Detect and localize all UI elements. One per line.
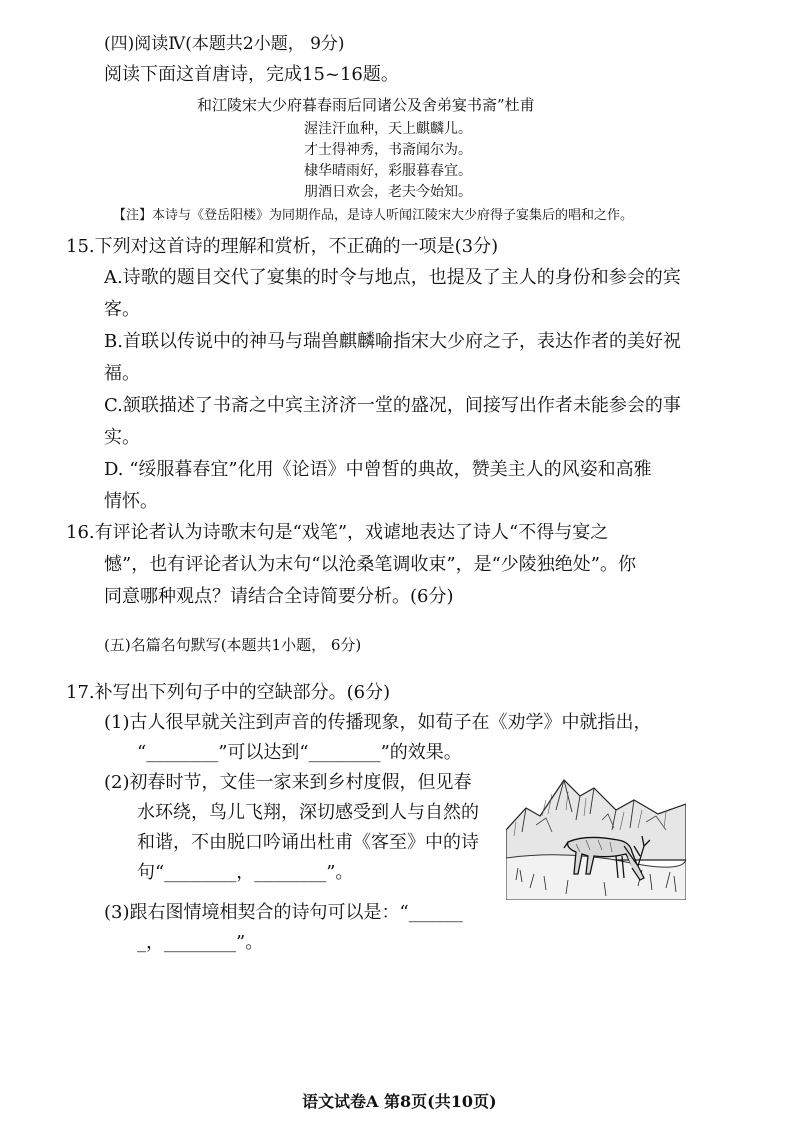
option-c-cont: 实。	[104, 427, 140, 448]
question-17-item-2-line: 水环绕，鸟儿飞翔，深切感受到人与自然的	[137, 802, 479, 823]
poem-title: 和江陵宋大少府暮春雨后同诸公及舍弟宴书斋”杜甫	[197, 96, 535, 114]
question-16-line: 16.有评论者认为诗歌末句是“戏笔”，戏谑地表达了诗人“不得与宴之	[66, 522, 609, 543]
poem-line: 棣华晴雨好，彩服暮春宜。	[304, 163, 472, 179]
option-b: B.首联以传说中的神马与瑞兽麒麟喻指宋大少府之子，表达作者的美好祝	[104, 331, 681, 352]
poem-line: 朋酒日欢会，老夫今始知。	[304, 184, 472, 200]
question-17-item-2-line: 和谐，不由脱口吟诵出杜甫《客至》中的诗	[137, 832, 479, 853]
question-17-item-1-blanks: “________”可以达到“________”的效果。	[137, 742, 462, 763]
poem-line: 才士得神秀，书斋闻尔为。	[304, 142, 472, 158]
section-heading: (五)名篇名句默写(本题共1小题， 6分)	[104, 636, 362, 654]
option-c: C.颔联描述了书斋之中宾主济济一堂的盛况，间接写出作者未能参会的事	[104, 395, 681, 416]
question-16-line: 同意哪种观点？请结合全诗简要分析。(6分)	[104, 586, 454, 607]
question-17-item-2: (2)初春时节，文佳一家来到乡村度假，但见春	[104, 772, 472, 793]
question-17-item-1: (1)古人很早就关注到声音的传播现象，如荀子在《劝学》中就指出，	[104, 712, 652, 733]
question-17-stem: 17.补写出下列句子中的空缺部分。(6分)	[66, 682, 391, 703]
question-17-item-3: (3)跟右图情境相契合的诗句可以是：“______	[104, 902, 463, 923]
page-footer: 语文试卷A 第8页(共10页)	[302, 1092, 497, 1111]
poem-line: 渥洼汗血种，天上麒麟儿。	[304, 121, 472, 137]
deer-landscape-illustration	[506, 770, 686, 900]
question-17-item-2-blanks: 句“________，________”。	[137, 862, 354, 883]
section-heading: (四)阅读Ⅳ(本题共2小题， 9分)	[104, 34, 345, 54]
reading-instruction: 阅读下面这首唐诗，完成15~16题。	[104, 64, 399, 85]
option-b-cont: 福。	[104, 363, 140, 384]
option-d-cont: 情怀。	[104, 491, 158, 512]
question-16-line: 憾”，也有评论者认为末句“以沧桑笔调收束”，是“少陵独绝处”。你	[104, 554, 637, 575]
poem-note: 【注】本诗与《登岳阳楼》为同期作品，是诗人听闻江陵宋大少府得子宴集后的唱和之作。	[113, 208, 634, 223]
option-a: A.诗歌的题目交代了宴集的时令与地点，也提及了主人的身份和参会的宾	[104, 267, 681, 288]
option-a-cont: 客。	[104, 299, 140, 320]
option-d: D. “绥服暮春宜”化用《论语》中曾皙的典故，赞美主人的风姿和高雅	[104, 459, 652, 480]
question-15-stem: 15.下列对这首诗的理解和赏析，不正确的一项是(3分)	[66, 236, 499, 257]
question-17-item-3-blanks: _，________”。	[137, 932, 264, 953]
